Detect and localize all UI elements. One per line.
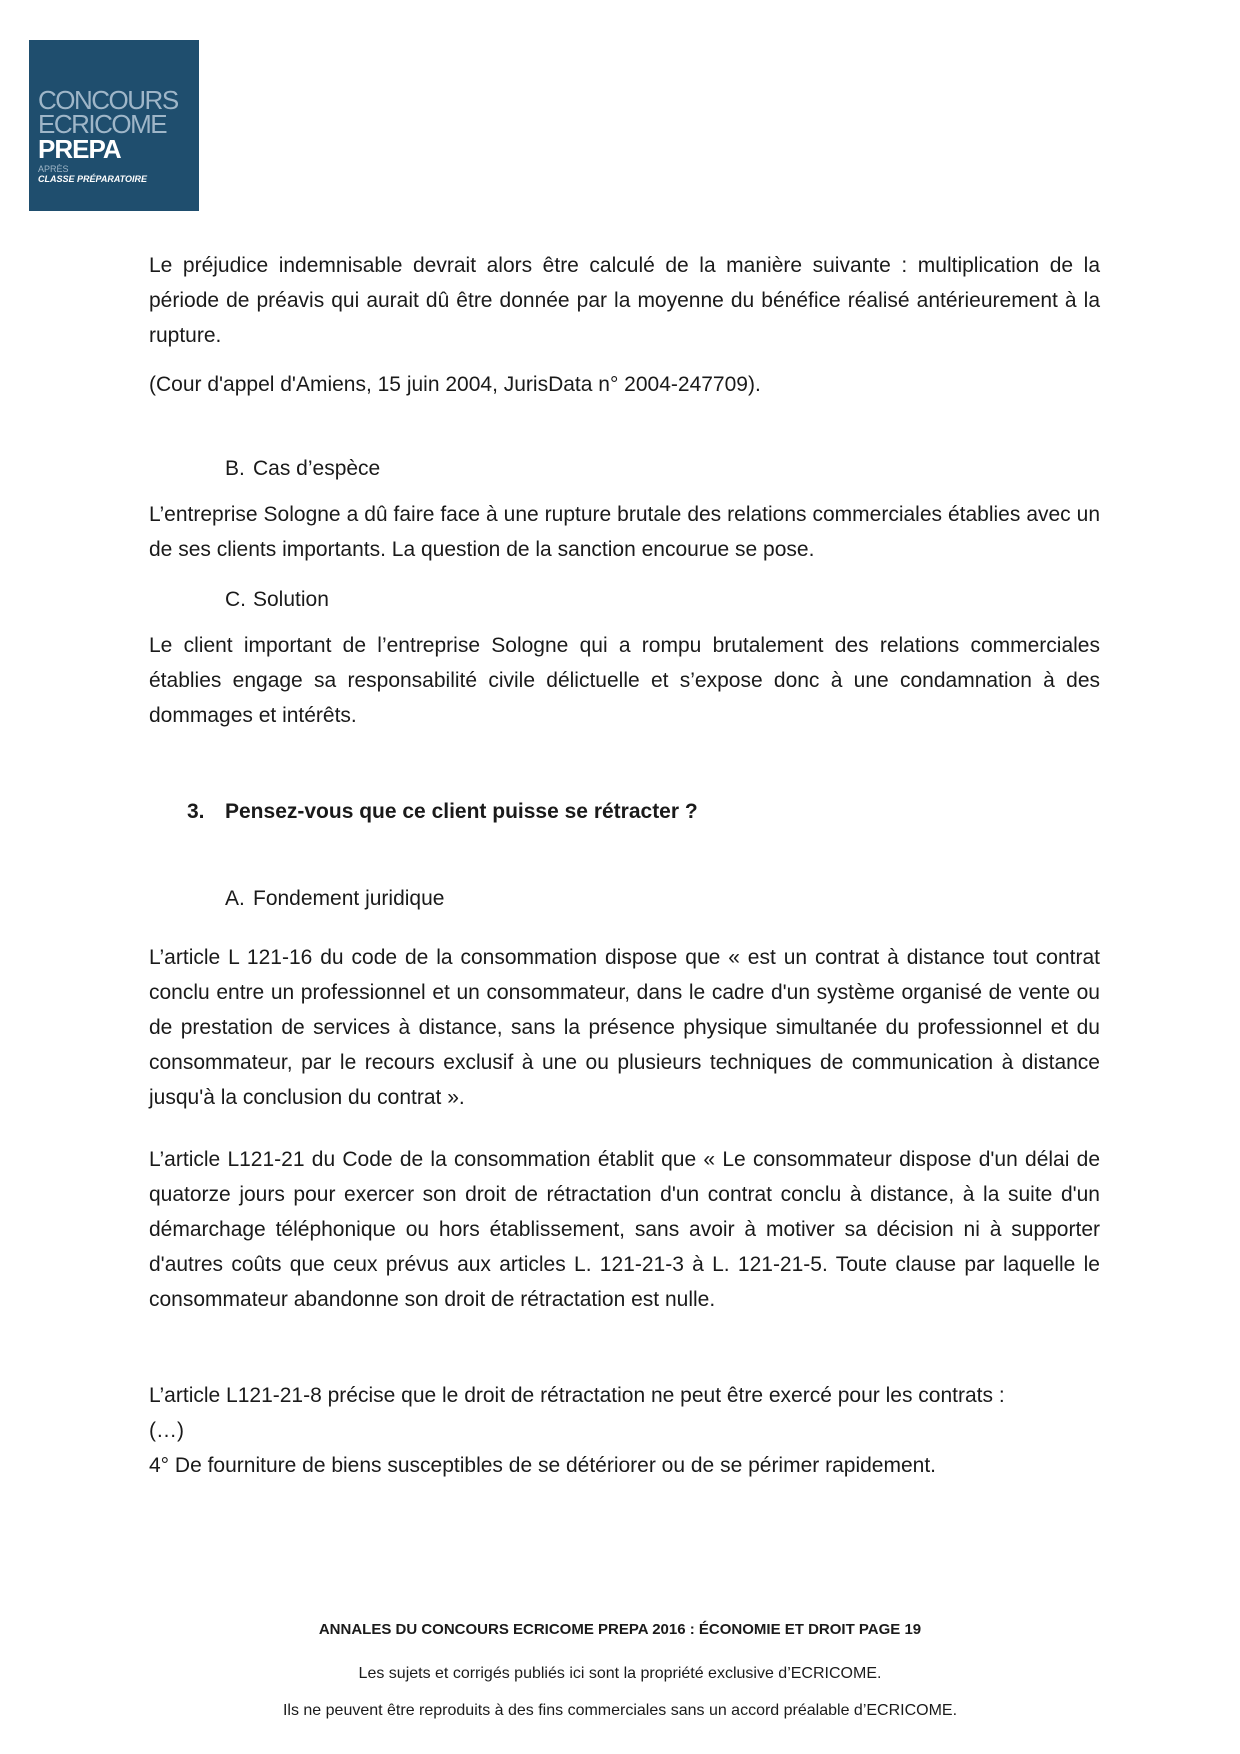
- paragraph-citation: (Cour d'appel d'Amiens, 15 juin 2004, JurisData n° 2004-247709).: [149, 373, 761, 396]
- ecricome-logo: [29, 40, 199, 211]
- section-heading-b: [149, 451, 1100, 486]
- footer-reproduction-notice: Ils ne peuvent être reproduits à des fins commerciales sans un accord préalable d’ECRICOME.: [282, 1702, 958, 1719]
- question-heading-3: [149, 794, 1100, 829]
- footer-page-title: ANNALES DU CONCOURS ECRICOME PREPA 2016 : ÉCONOMIE ET DROIT PAGE 19: [318, 1621, 922, 1638]
- paragraph-article-l121-21: L’article L121-21 du Code de la consommation établit que « Le consommateur dispose d'un délai de quatorze jours pour exercer son droit de rétractation d'un contrat conclu à distance, à la suite d'un démarchage téléphonique ou hors établissement, sans avoir à motiver sa décision ni à supporter d'autres coûts que ceux prévus aux articles L. 121-21-3 à L. 121-21-5. Toute clause par laquelle le consommateur abandonne son droit de rétractation est nulle.: [149, 1148, 1100, 1311]
- question-3-number: 3.: [187, 800, 205, 823]
- section-c-label: C.: [225, 588, 246, 611]
- paragraph-item-4: 4° De fourniture de biens susceptibles de se détériorer ou de se périmer rapidement.: [149, 1454, 936, 1477]
- footer-copyright-notice: Les sujets et corrigés publiés ici sont la propriété exclusive d’ECRICOME.: [358, 1665, 882, 1682]
- section-b-label: B.: [225, 457, 245, 480]
- logo-line-concours: CONCOURS: [38, 85, 178, 115]
- logo-line-prepa: PREPA: [38, 134, 121, 164]
- paragraph-cas-espece: L’entreprise Sologne a dû faire face à une rupture brutale des relations commerciales établies avec un de ses clients importants. La question de la sanction encourue se pose.: [149, 503, 1100, 561]
- document-body: [149, 248, 1100, 1483]
- logo-line-ecricome: ECRICOME: [38, 109, 167, 139]
- logo-line-apres: APRÈS: [38, 164, 69, 174]
- section-a-label: A.: [225, 887, 245, 910]
- paragraph-article-l121-16: L’article L 121-16 du code de la consommation dispose que « est un contrat à distance tout contrat conclu entre un professionnel et un consommateur, dans le cadre d'un système organisé de vente ou de prestation de services à distance, sans la présence physique simultanée du professionnel et du consommateur, par le recours exclusif à une ou plusieurs techniques de communication à distance jusqu'à la conclusion du contrat ».: [149, 946, 1100, 1109]
- paragraph-article-l121-21-8: L’article L121-21-8 précise que le droit de rétractation ne peut être exercé pour les contrats :: [149, 1384, 1005, 1407]
- logo-line-classe: CLASSE PRÉPARATOIRE: [38, 174, 148, 184]
- section-heading-a: [149, 881, 1100, 916]
- section-c-title: Solution: [253, 588, 329, 611]
- paragraph-ellipsis: (…): [149, 1419, 184, 1442]
- paragraph-solution: Le client important de l’entreprise Sologne qui a rompu brutalement des relations commerciales établies engage sa responsabilité civile délictuelle et s’expose donc à une condamnation à des dommages et intérêts.: [149, 634, 1100, 727]
- section-b-title: Cas d’espèce: [253, 457, 381, 480]
- paragraph-prejudice: Le préjudice indemnisable devrait alors être calculé de la manière suivante : multiplication de la période de préavis qui aurait dû être donnée par la moyenne du bénéfice réalisé antérieurement à la rupture.: [149, 254, 1100, 347]
- section-heading-c: [149, 582, 1100, 617]
- question-3-title: Pensez-vous que ce client puisse se rétracter ?: [225, 800, 698, 823]
- section-a-title: Fondement juridique: [253, 887, 445, 910]
